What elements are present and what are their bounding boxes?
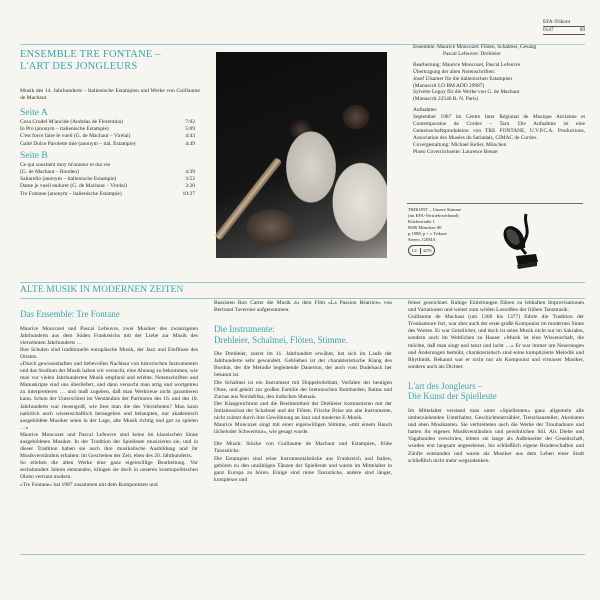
ensemble-credit-2: Pascal Lefeuvre: Drehleier (443, 50, 501, 57)
jongleurs-heading-1: L'art des Jongleurs – (408, 380, 483, 391)
catalog-suffix: 09 (579, 27, 585, 33)
ensemble-credit: Ensemble: Maurice Moncozet: Flöten, Schalmei, Gesang (413, 44, 537, 50)
track-row: Ce qui soustient moy m'onneur et ma vie (20, 161, 111, 168)
credits-block (413, 44, 585, 156)
photo-credit: Photo Coverrückseite: Laurence Benne (413, 148, 498, 155)
column-instruments: Bassisten Ron Carter die Musik zu dem Film »La Passion Béatrice« von Bertrand Tavernier aufgenommen. Die Instrumente: Drehleier, Schalmei, Flöten, Stimme. Die Drehleier, zuerst im 11. Jahrhundert erwähnt, hat sich im Laufe der Jahrhunderte sehr gewandelt. Geblieben ist der charakteristische Klang des Bordun, der die Melodie begleitende Dauerton, der auch vom Dudelsack her bekannt ist. Die Schalmei ist ein Instrument mit Doppelrohrblatt, Vorfahre der heutigen Oboe, und gehört zur großen Familie der bretonischen Bombarden, Raitas und Zurnas aus Nordafrika, den indischen Shenais. Der Klangreichtum und die Bestimmtheit der Drehleier kontrastieren mit der Imitationslust der Schalmei und der Flöten. Frische Brise um alte Instrumente, nicht zuletzt durch ihre Gewöhnung an Jazz und moderne E-Musik. Maurice Moncozet singt mit einer eigenwilligen Stimme, »mit einem Hauch lächelnder Schwermut«, wie gesagt wurde. Die Musik: Stücke von Guillaume de Machaut und Estampien, frühe Tanzstücke. Die Estampien sind reine Instrumentalstücke aus Frankreich und Italien, gehören zu den unzähligen Tänzen der Spielleute und waren im Mittelalter in ganz Europa zu hören. Einige sind reine Tanzstücke, andere sind länger, komplexer und (214, 300, 392, 483)
track-row: C'est force faire le vueil (G. de Machaut – Virelai) 4:43 (20, 133, 195, 140)
label-info: TRIKONT – Unsere Stimme (im EFA-Vertriebsverbund) Kistlerstraße 1 8000 München 90 p 1988, p + c Trikont Stereo, GEMA LC 4270 (408, 207, 488, 256)
recording-label: Aufnahme: (413, 107, 438, 114)
section-divider-top (20, 282, 585, 283)
musicians-photo (216, 52, 387, 258)
section-divider-mid (20, 298, 585, 299)
track-row: Gaité Dolce Parolette mie (anonym – ital. Estampie) 4:49 (20, 140, 195, 147)
instruments-heading-2: Drehleier, Schalmei, Flöten, Stimme. (214, 334, 348, 345)
manuscript-1: (Manuscrit LO BM ADD 29987) (413, 82, 485, 89)
side-a-heading: Seite A (20, 108, 48, 118)
transcriber-2: Sylvette Leguy für die Werke von G. de Machaut (413, 89, 520, 96)
catalog-num: 0147 (543, 27, 554, 33)
credits-divider (407, 203, 583, 204)
track-row: Dame je vueil endurer (G. de Machaut – Virelai) 3:20 (20, 183, 195, 190)
track-row: In Pro (anonym – italienische Estampie) 5:09 (20, 126, 195, 133)
album-subtitle: Musik des 14. Jahrhunderts – Italienische Estampien und Werke von Guillaume de Machaut (20, 88, 200, 102)
catalog-number (543, 19, 585, 35)
arrangement-credit: Bearbeitung: Maurice Moncozet, Pascal Lefeuvre (413, 61, 521, 68)
title-line-1: ENSEMBLE TRE FONTANE – (20, 49, 161, 60)
track-row: (G. de Machaut – Rondeu) 4:39 (20, 169, 195, 176)
recording-info: September 1987 im Centre Inter Régional de Musique Ancienne et Contemporaine de Cordes – Tarn. Die Aufnahme ist eine Gemeinschaftsproduktion von TRE FONTANE, U.V.P.C.A. Productions, Association des Musées du Sarladais, CIMAC de Cordes. (413, 114, 585, 141)
label-code-badge: LC 4270 (408, 245, 435, 256)
top-divider (20, 44, 405, 45)
title-line-2: L'ART DES JONGLEURS (20, 60, 138, 72)
cover-design-credit: Covergestaltung: Michael Keller, München (413, 141, 507, 148)
catalog-label: EFA-Trikont (543, 19, 571, 25)
column-machaut-jongleurs: feiner gezeichnet. Ruhige Einleitungen führen zu lebhaften Improvisationen und Variationen und weiter zum wilden Losreißen der frühen Tanzmusik. Guillaume de Machaut (um 1300 bis 1377) führte die Tradition der Troubadoure fort, war aber auch der erste große Komponist im modernen Sinne des Wortes. Er war Geistlicher, und doch ist seine Musik nicht nur im Sakralen, sondern auch im Weltlichen zu Hause: »Musik ist eine Wissenschaft, die möchte, daß man singt und tanzt und lacht …« Er war immer um Neuerungen und Änderungen bemüht, charakteristisch sind seine komplizierte Melodik und Rhythmik. Bekannt war er nicht nur als Komponist und virtuoser Musiker, sondern auch als Dichter. L'art des Jongleurs – Die Kunst der Spielleute Im Mittelalter verstand man unter »Spielleuten« ganz allgemein alle umherziehenden Unterhalter, Geschichtenerzähler, Tierschausteller, Akrobaten und eben Musikanten. Sie verbreiteten auch die Werke der Troubadoure und hatten ihr eigenes Musikverständnis und persönlichen Stil. Als Diebe und Vagabunden verschrien, lebten sie lange als Außenseiter der Gesellschaft, wurden erst langsam angesehener, bis schließlich eigene Bruderschaften und Zünfte entstanden und waren als Musiker aus dem Leben einer Stadt schließlich nicht mehr wegzudenken. (408, 300, 584, 464)
jongleurs-heading-2: Die Kunst der Spielleute (408, 391, 497, 402)
transcription-credit: Übertragung der alten Notenschriften: (413, 68, 496, 75)
gramophone-icon (500, 212, 550, 270)
side-b-heading: Seite B (20, 150, 48, 161)
transcriber-1: Josef Ulsamer für die italienischen Estampien (413, 75, 512, 82)
flute-shape (214, 157, 282, 241)
instruments-heading-1: Die Instrumente: (214, 324, 275, 335)
album-title (20, 49, 200, 72)
column-ensemble: Das Ensemble: Tre Fontane Maurice Moncozet und Pascal Lefeuvre, zwei Musiker des zwanzigsten Jahrhunderts aus dem Süden Frankreichs mit der Liebe zur Musik des vierzehnten Jahrhunderts … Ihre Schulen sind traditionelle europäische Musik, der Jazz und Einflüsse des Orients. »Durch gewissenhaften und liebevollen Nachbau von historischen Instrumenten und das Studium der Musik haben wir versucht, eine Ahnung zu bekommen, wie man vor vielen Jahrhunderten Musik empfand und erlebte. Notenschriften und Manuskripte sind uns überliefert, und dann versucht man artig und wortgetreu zu interpretieren … und muß zugeben, daß man Werktreue nicht garantieren kann. Schon der Unterschied im Verständnis der Partituren des 16. und des 18. Jahrhunderts war riesengroß, wie liest man die des Vierzehnten? Man kann natürlich auch wissenschaftlich herangehen und behaupten, nur akademisch ausgebildete Musiker seien in der Lage, alte Musik richtig und gut zu spielen …« Maurice Moncozet und Pascal Lefeuvre sind keine im klassischen Sinne ausgebildeten Musiker. In der Tradition der Spielleute musizieren sie, und in dieser Tradition haben sie auch ihre musikalische Ausbildung und ihr Musikverständnis erhalten: im Geschehen der Zeit, eben des 20. Jahrhunderts. So erleben die alten Werke eine ganz eigenwillige Bearbeitung. Vor sechshundert Jahren entstanden, klingen sie doch in unseren kosmopolitischen Ohren vertraut modern. »Tre Fontane« hat 1987 zusammen mit dem Komponisten und (20, 309, 198, 488)
section-title: ALTE MUSIK IN MODERNEN ZEITEN (20, 285, 184, 295)
tracklist (20, 108, 195, 198)
track-row: Tre Fontane (anonym – italienische Estampie) 10:37 (20, 190, 195, 197)
track-row: Cosa Crudel M'ancide (Andréas de Florentina) 7:02 (20, 119, 195, 125)
bottom-divider (20, 554, 585, 555)
ensemble-heading: Das Ensemble: Tre Fontane (20, 309, 120, 319)
track-row: Saltarello (anonym – italienische Estampie) 3:52 (20, 176, 195, 183)
manuscript-2: (Manuscrit 22546 B. N. Paris) (413, 96, 479, 103)
